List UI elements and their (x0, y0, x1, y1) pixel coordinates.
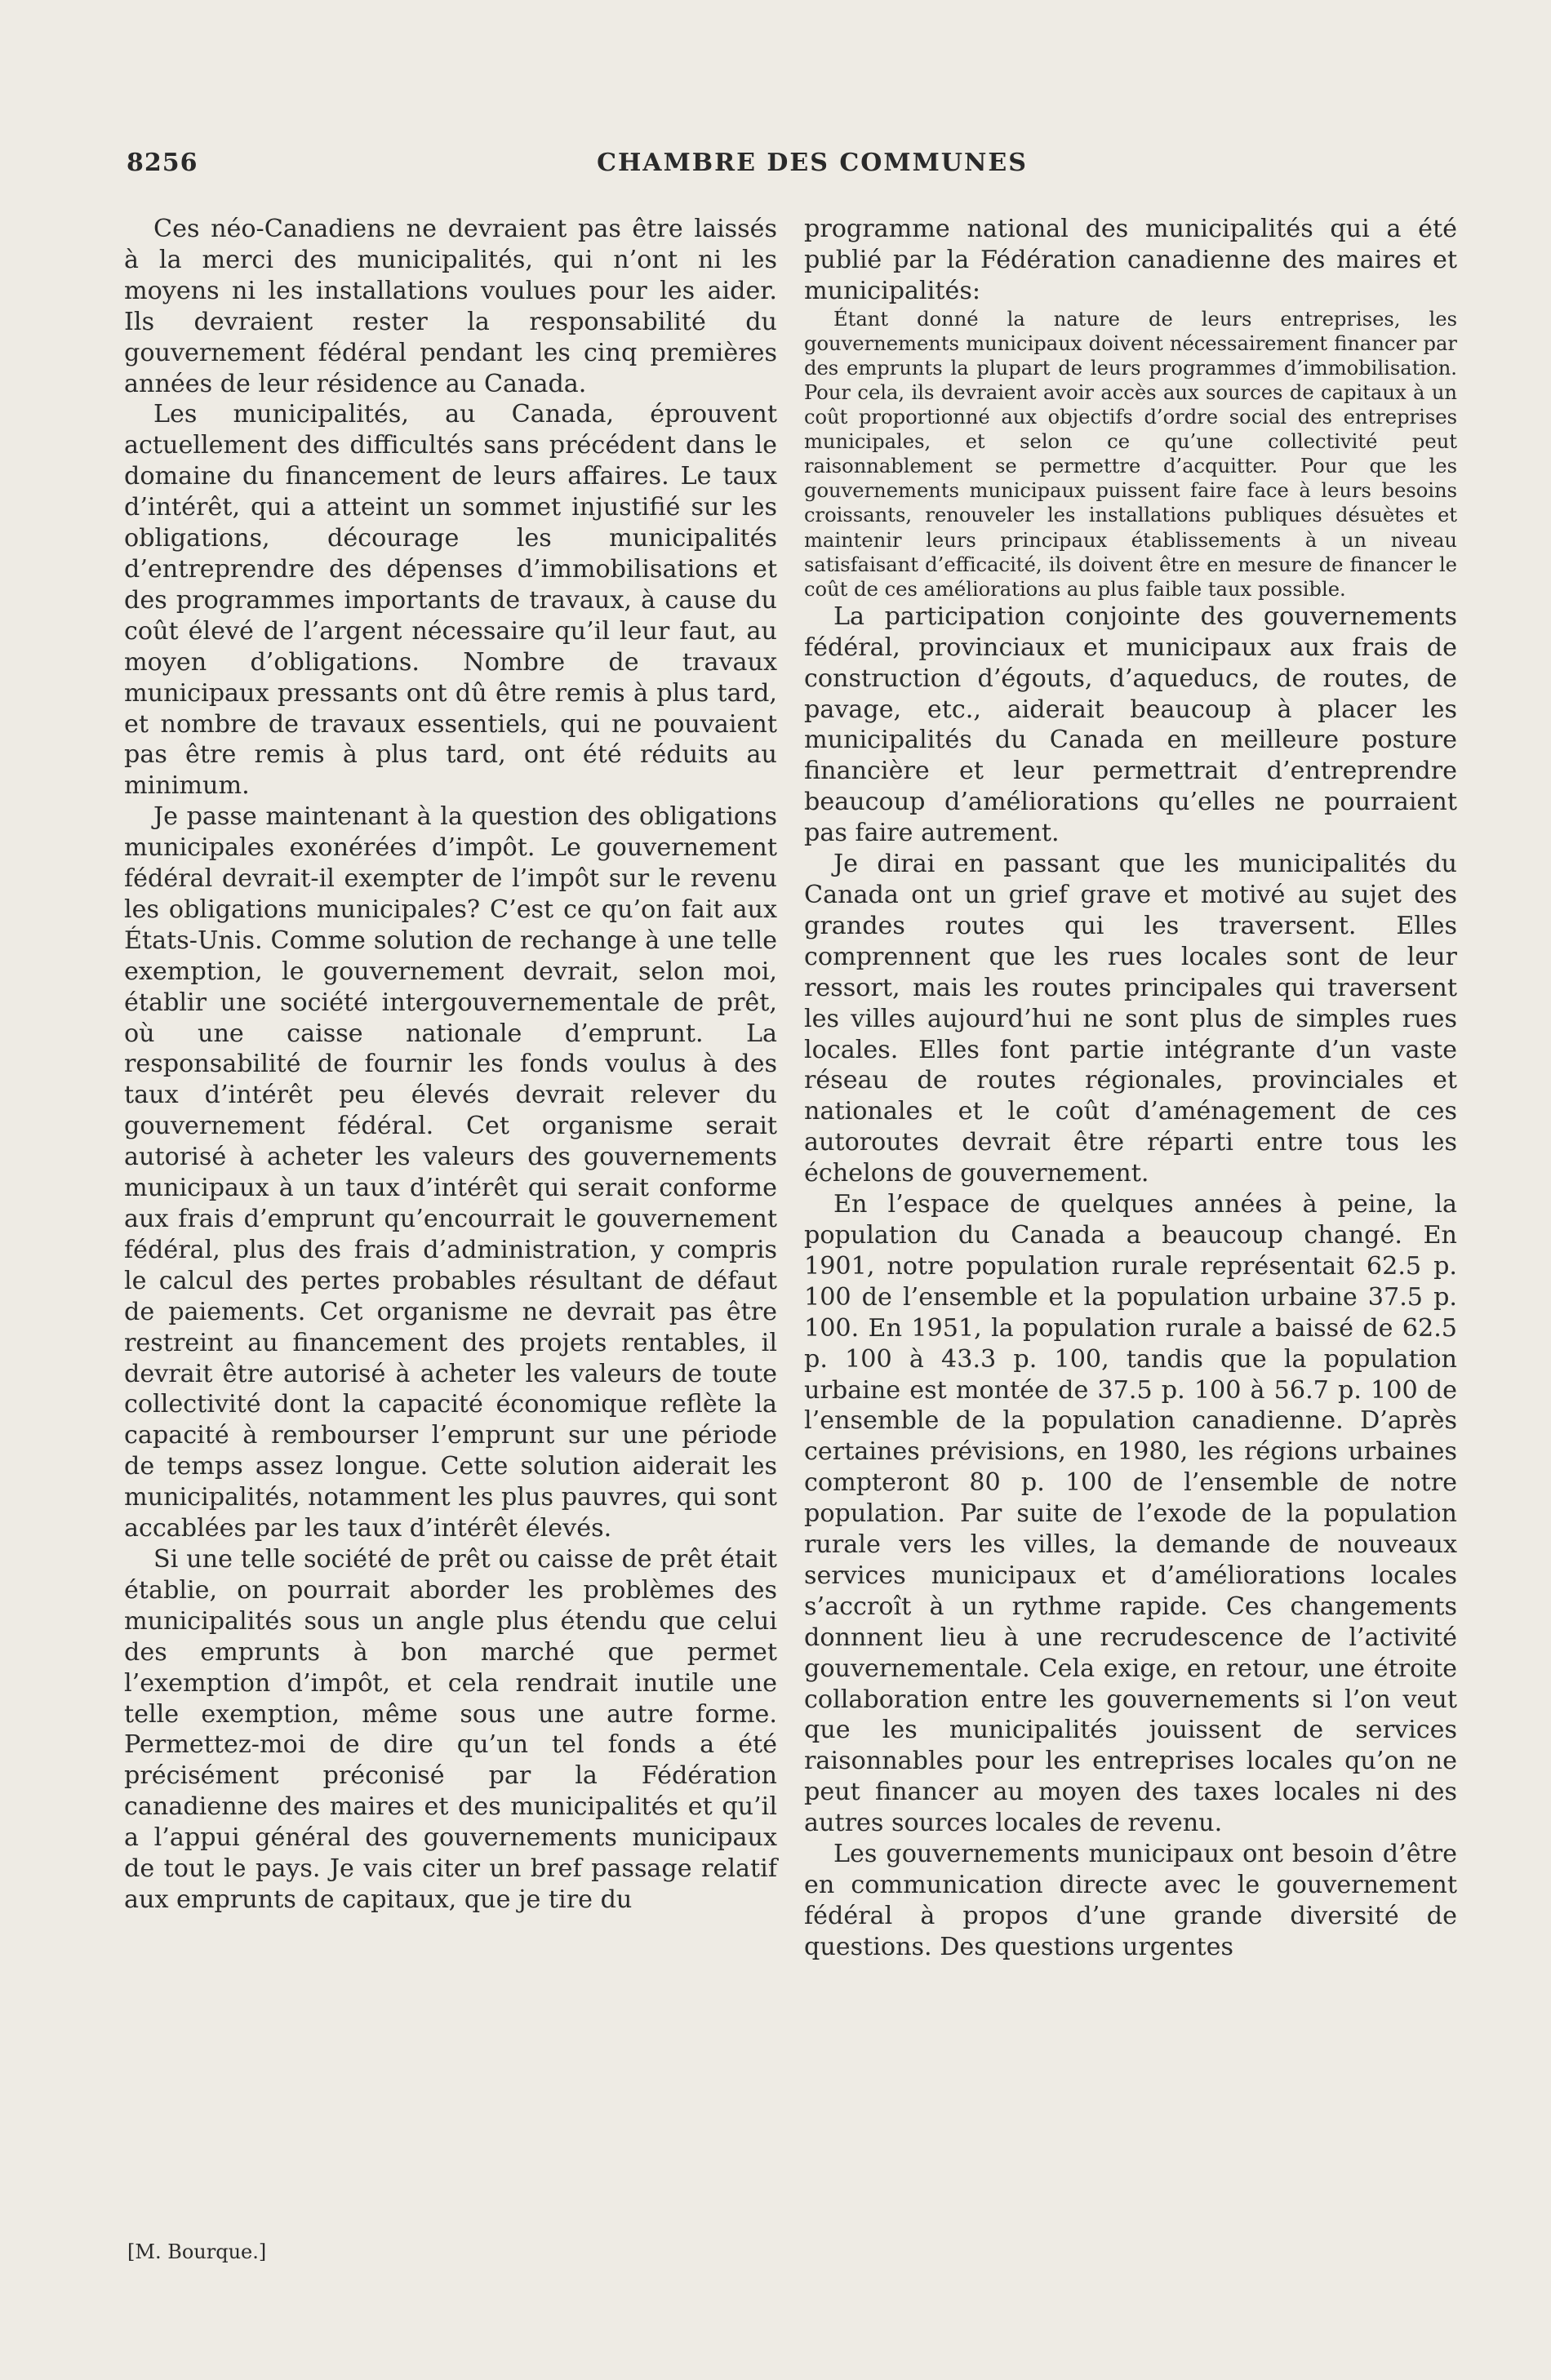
right-column (804, 214, 1457, 1963)
speaker-attribution: [M. Bourque.] (127, 2240, 267, 2263)
paragraph: Si une telle société de prêt ou caisse de prêt était établie, on pourrait aborder les problèmes des municipalités sous un angle plus étendu que celui des emprunts à bon marché que permet l’exemption d’impôt, et cela rendrait inutile une telle exemption, même sous une autre forme. Permettez-moi de dire qu’un tel fonds a été précisément préconisé par la Fédération canadienne des maires et des municipalités et qu’il a l’appui général des gouvernements municipaux de tout le pays. Je vais citer un bref passage relatif aux emprunts de capitaux, que je tire du (124, 1544, 777, 1914)
paragraph: Ces néo-Canadiens ne devraient pas être laissés à la merci des municipalités, qui n’ont ni les moyens ni les installations voulues pour les aider. Ils devraient rester la responsabilité du gouvernement fédéral pendant les cinq premières années de leur résidence au Canada. (124, 215, 777, 398)
paragraph: La participation conjointe des gouvernements fédéral, provinciaux et municipaux aux frais de construction d’égouts, d’aqueducs, de routes, de pavage, etc., aiderait beaucoup à placer les municipalités du Canada en meilleure posture financière et leur permettrait d’entreprendre beaucoup d’améliorations qu’elles ne pourraient pas faire autrement. (804, 602, 1457, 848)
paragraph: Je passe maintenant à la question des obligations municipales exonérées d’impôt. Le gouvernement fédéral devrait-il exempter de l’impôt sur le revenu les obligations municipales? C’est ce qu’on fait aux États-Unis. Comme solution de rechange à une telle exemption, le gouvernement devrait, selon moi, établir une société intergouvernementale de prêt, où une caisse nationale d’emprunt. La responsabilité de fournir les fonds voulus à des taux d’intérêt peu élevés devrait relever du gouvernement fédéral. Cet organisme serait autorisé à acheter les valeurs des gouvernements municipaux à un taux d’intérêt qui serait conforme aux frais d’emprunt qu’encourrait le gouvernement fédéral, plus des frais d’administration, y compris le calcul des pertes probables résultant de défaut de paiements. Cet organisme ne devrait pas être restreint au financement des projets rentables, il devrait être autorisé à acheter les valeurs de toute collectivité dont la capacité économique reflète la capacité à rembourser l’emprunt sur une période de temps assez longue. Cette solution aiderait les municipalités, notamment les plus pauvres, qui sont accablées par les taux d’intérêt élevés. (124, 802, 777, 1543)
page-number: 8256 (127, 149, 198, 177)
paragraph: Les municipalités, au Canada, éprouvent actuellement des difficultés sans précédent dans le domaine du financement de leurs affaires. Le taux d’intérêt, qui a atteint un sommet injustifié sur les obligations, décourage les municipalités d’entreprendre des dépenses d’immobilisations et des programmes importants de travaux, à cause du coût élevé de l’argent nécessaire qu’il leur faut, au moyen d’obligations. Nombre de travaux municipaux pressants ont dû être remis à plus tard, et nombre de travaux essentiels, qui ne pouvaient pas être remis à plus tard, ont été réduits au minimum. (124, 400, 777, 801)
left-column (124, 214, 777, 1916)
paragraph: Je dirai en passant que les municipalités du Canada ont un grief grave et motivé au sujet des grandes routes qui les traversent. Elles comprennent que les rues locales sont de leur ressort, mais les routes principales qui traversent les villes aujourd’hui ne sont plus de simples rues locales. Elles font partie intégrante d’un vaste réseau de routes régionales, provinciales et nationales et le coût d’aménagement de ces autoroutes devrait être réparti entre tous les échelons de gouvernement. (804, 850, 1457, 1188)
paragraph: En l’espace de quelques années à peine, la population du Canada a beaucoup changé. En 1901, notre population rurale représentait 62.5 p. 100 de l’ensemble et la population urbaine 37.5 p. 100. En 1951, la population rurale a baissé de 62.5 p. 100 à 43.3 p. 100, tandis que la population urbaine est montée de 37.5 p. 100 à 56.7 p. 100 de l’ensemble de la population canadienne. D’après certaines prévisions, en 1980, les régions urbaines compteront 80 p. 100 de l’ensemble de notre population. Par suite de l’exode de la population rurale vers les villes, la demande de nouveaux services municipaux et d’améliorations locales s’accroît à un rythme rapide. Ces changements donnnent lieu à une recrudescence de l’activité gouvernementale. Cela exige, en retour, une étroite collaboration entre les gouvernements si l’on veut que les municipalités jouissent de services raisonnables pour les entreprises locales qu’on ne peut financer au moyen des taxes locales ni des autres sources locales de revenu. (804, 1190, 1457, 1838)
paragraph: programme national des municipalités qui a été publié par la Fédération canadienne des maires et municipalités: (804, 215, 1457, 305)
paragraph: Les gouvernements municipaux ont besoin d’être en communication directe avec le gouvernement fédéral à propos d’une grande diversité de questions. Des questions urgentes (804, 1840, 1457, 1961)
running-head: CHAMBRE DES COMMUNES (597, 149, 1028, 177)
block-quote: Étant donné la nature de leurs entreprises, les gouvernements municipaux doivent nécessairement financer par des emprunts la plupart de leurs programmes d’immobilisation. Pour cela, ils devraient avoir accès aux sources de capitaux à un coût proportionné aux objectifs d’ordre social des entreprises municipales, et selon ce qu’une collectivité peut raisonnablement se permettre d’acquitter. Pour que les gouvernements municipaux puissent faire face à leurs besoins croissants, renouveler les installations publiques désuètes et maintenir leurs principaux établissements à un niveau satisfaisant d’efficacité, ils doivent être en mesure de financer le coût de ces améliorations au plus faible taux possible. (804, 307, 1457, 601)
